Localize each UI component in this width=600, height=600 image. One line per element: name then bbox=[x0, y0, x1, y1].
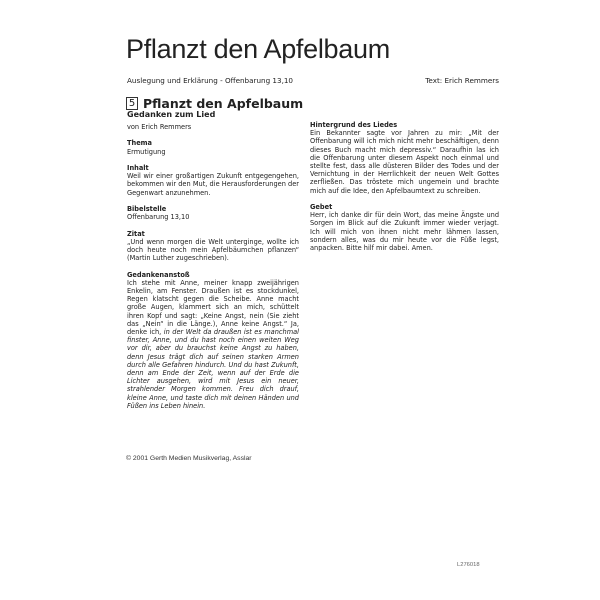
left-column bbox=[127, 111, 299, 418]
subheader bbox=[127, 76, 499, 85]
section-bibelstelle bbox=[127, 205, 299, 221]
page-title: Pflanzt den Apfelbaum bbox=[126, 34, 390, 64]
catalog-code: L276018 bbox=[457, 562, 480, 568]
copyright-notice: © 2001 Gerth Medien Musikverlag, Asslar bbox=[126, 455, 252, 462]
section-heading: Gebet bbox=[310, 203, 333, 212]
section-text: „Und wenn morgen die Welt unterginge, wollte ich doch heute noch mein Apfelbäumchen pflanzen“ (Martin Luther zugeschrieben). bbox=[127, 237, 299, 263]
section-text-regular: Ich stehe mit Anne, meiner knapp zweijährigen Enkelin, am Fenster. Draußen ist es stockdunkel, Regen klatscht gegen die Scheibe. Anne macht große Augen, klammert sich an mich, schüttelt ihren Kopf und sagt: „Keine Angst, nein (Sie zieht das „Nein“ in die Länge.), Anne keine Angst.“ Ja, denke ich, bbox=[127, 278, 299, 337]
section-zitat bbox=[127, 230, 299, 263]
section-heading: Zitat bbox=[127, 229, 145, 238]
section-heading: Thema bbox=[127, 139, 152, 148]
subheader-author: Text: Erich Remmers bbox=[425, 76, 499, 85]
section-text: Weil wir einer großartigen Zukunft entgegengehen, bekommen wir den Mut, die Herausforderungen der Gegenwart anzunehmen. bbox=[127, 172, 299, 197]
song-heading bbox=[126, 96, 303, 111]
right-column bbox=[310, 121, 499, 260]
section-heading: Hintergrund des Liedes bbox=[310, 121, 398, 129]
section-hintergrund bbox=[310, 121, 499, 195]
section-text bbox=[127, 279, 299, 410]
song-title: Pflanzt den Apfelbaum bbox=[143, 96, 304, 111]
section-thema bbox=[127, 139, 299, 155]
section-text-italic: in der Welt da draußen ist es manchmal finster, Anne, und du hast noch einen weiten Weg vor dir, aber du brauchst keine Angst zu haben, denn Jesus trägt dich auf seinen starken Armen durch alle Gefahren hindurch. Und du hast Zukunft, denn am Ende der Zeit, wenn auf der Erde die Lichter ausgehen, wird mit Jesus ein neuer, strahlender Morgen kommen. Freu dich drauf, kleine Anne, und taste dich mit deinen Händen und Füßen ins Leben hinein. bbox=[127, 328, 299, 410]
section-heading: Inhalt bbox=[127, 164, 149, 172]
section-inhalt bbox=[127, 164, 299, 197]
subheader-reference: Auslegung und Erklärung - Offenbarung 13,10 bbox=[127, 76, 294, 85]
subtitle: Gedanken zum Lied bbox=[127, 110, 216, 119]
section-heading: Bibelstelle bbox=[127, 205, 167, 213]
section-gedankenanstoss bbox=[127, 271, 299, 410]
author-line: von Erich Remmers bbox=[127, 123, 192, 132]
section-text: Offenbarung 13,10 bbox=[127, 213, 190, 222]
section-gebet bbox=[310, 203, 499, 252]
section-heading: Gedankenanstoß bbox=[127, 270, 190, 279]
section-text: Ein Bekannter sagte vor Jahren zu mir: „Mit der Offenbarung will ich mich nicht mehr beschäftigen, denn dieses Buch macht mich depressiv.“ Daraufhin las ich die Offenbarung unter diesem Aspekt noch einmal und stellte fest, dass alle düsteren Bilder des Todes und der Vernichtung in der Herrlichkeit der neuen Welt Gottes zerfließen. Das tröstete mich ungemein und brachte mich auf die Idee, den Apfelbaumtext zu schreiben. bbox=[310, 129, 499, 195]
song-number-box: 5 bbox=[126, 97, 138, 110]
section-text: Ermutigung bbox=[127, 147, 166, 156]
section-text: Herr, ich danke dir für dein Wort, das meine Ängste und Sorgen im Blick auf die Zukunft immer wieder verjagt. Ich will mich von ihnen nicht mehr lähmen lassen, sondern alles, was du mir heute vor die Füße legst, anpacken. Bitte hilf mir dabei. Amen. bbox=[310, 211, 499, 253]
